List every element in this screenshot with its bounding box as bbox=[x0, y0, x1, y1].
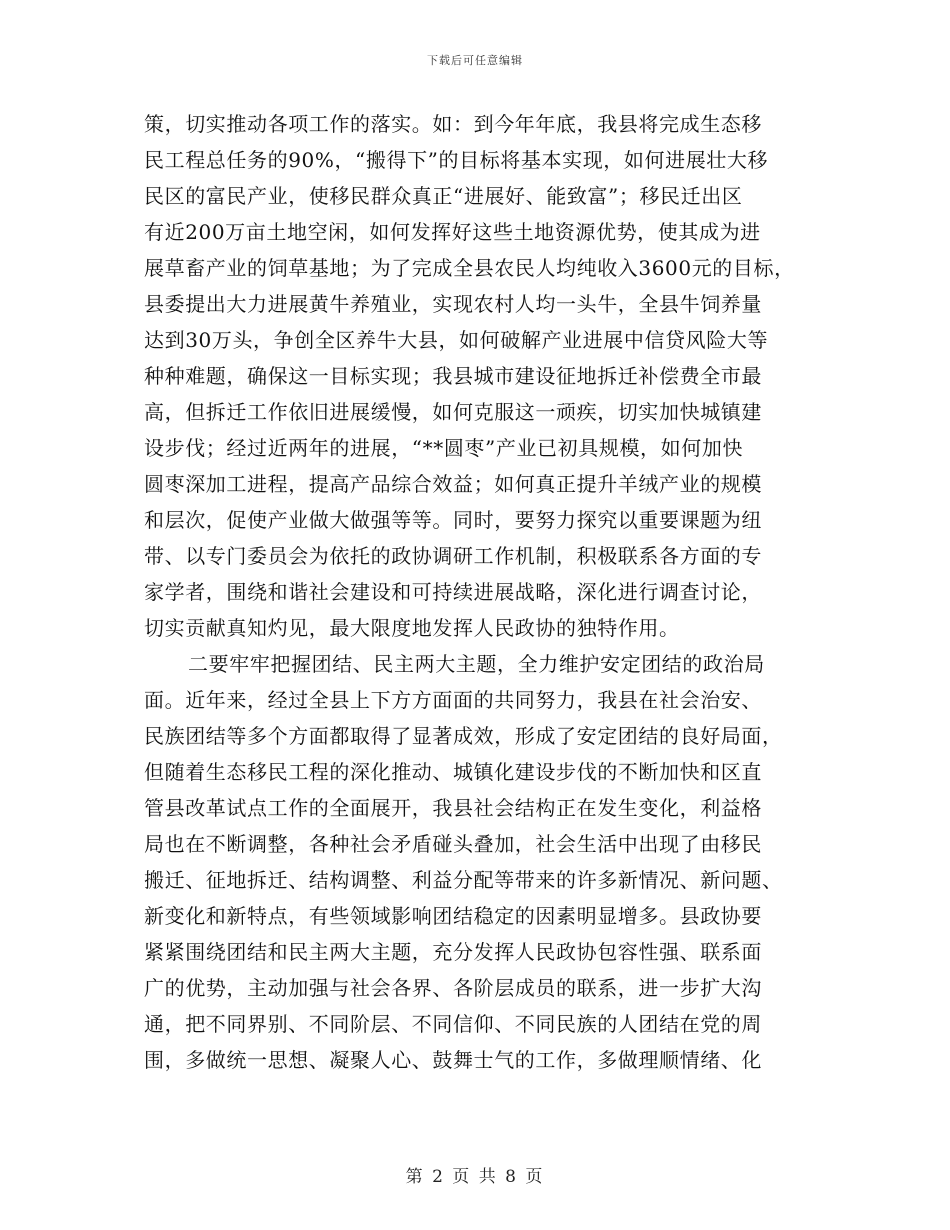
text-line: 达到30万头，争创全区养牛大县，如何破解产业进展中信贷风险大等 bbox=[144, 328, 769, 352]
paragraph-1 bbox=[144, 106, 816, 646]
text-line: 但随着生态移民工程的深化推动、城镇化建设步伐的不断加快和区直 bbox=[144, 760, 762, 784]
text-line: 管县改革试点工作的全面展开，我县社会结构正在发生变化，利益格 bbox=[144, 796, 762, 820]
text-line: 带、以专门委员会为依托的政协调研工作机制，积极联系各方面的专 bbox=[144, 544, 762, 568]
text-line: 民族团结等多个方面都取得了显著成效，形成了安定团结的良好局面， bbox=[144, 724, 783, 748]
text-line: 圆枣深加工进程，提高产品综合效益；如何真正提升羊绒产业的规模 bbox=[144, 472, 762, 496]
text-line: 家学者，围绕和谐社会建设和可持续进展战略，深化进行调查讨论， bbox=[144, 580, 762, 604]
paragraph-2 bbox=[144, 646, 816, 1078]
text-line: 围，多做统一思想、凝聚人心、鼓舞士气的工作，多做理顺情绪、化 bbox=[144, 1048, 762, 1072]
text-line: 紧紧围绕团结和民主两大主题，充分发挥人民政协包容性强、联系面 bbox=[144, 940, 762, 964]
text-line: 设步伐；经过近两年的进展，“**圆枣”产业已初具规模，如何加快 bbox=[144, 436, 744, 460]
text-line: 局也在不断调整，各种社会矛盾碰头叠加，社会生活中出现了由移民 bbox=[144, 832, 762, 856]
page-header: 下载后可任意编辑 bbox=[427, 54, 523, 67]
text-line: 民区的富民产业，使移民群众真正“进展好、能致富”；移民迁出区 bbox=[144, 184, 743, 208]
text-line: 广的优势，主动加强与社会各界、各阶层成员的联系，进一步扩大沟 bbox=[144, 976, 762, 1000]
text-line: 二要牢牢把握团结、民主两大主题，全力维护安定团结的政治局 bbox=[188, 652, 765, 676]
text-line: 和层次，促使产业做大做强等等。同时，要努力探究以重要课题为纽 bbox=[144, 508, 762, 532]
text-line: 通，把不同界别、不同阶层、不同信仰、不同民族的人团结在党的周 bbox=[144, 1012, 762, 1036]
text-line: 县委提出大力进展黄牛养殖业，实现农村人均一头牛，全县牛饲养量 bbox=[144, 292, 762, 316]
document-body bbox=[144, 106, 816, 1078]
text-line: 高，但拆迁工作依旧进展缓慢，如何克服这一顽疾，切实加快城镇建 bbox=[144, 400, 762, 424]
text-line: 策，切实推动各项工作的落实。如：到今年年底，我县将完成生态移 bbox=[144, 112, 762, 136]
text-line: 面。近年来，经过全县上下方方面面的共同努力，我县在社会治安、 bbox=[144, 688, 762, 712]
text-line: 搬迁、征地拆迁、结构调整、利益分配等带来的许多新情况、新问题、 bbox=[144, 868, 783, 892]
text-line: 展草畜产业的饲草基地；为了完成全县农民人均纯收入3600元的目标， bbox=[144, 256, 795, 280]
text-line: 有近200万亩土地空闲，如何发挥好这些土地资源优势，使其成为进 bbox=[144, 220, 761, 244]
page-number-footer: 第 2 页 共 8 页 bbox=[405, 1167, 545, 1187]
text-line: 种种难题，确保这一目标实现；我县城市建设征地拆迁补偿费全市最 bbox=[144, 364, 762, 388]
text-line: 新变化和新特点，有些领域影响团结稳定的因素明显增多。县政协要 bbox=[144, 904, 762, 928]
text-line: 民工程总任务的90%，“搬得下”的目标将基本实现，如何进展壮大移 bbox=[144, 148, 769, 172]
text-line: 切实贡献真知灼见，最大限度地发挥人民政协的独特作用。 bbox=[144, 616, 680, 640]
